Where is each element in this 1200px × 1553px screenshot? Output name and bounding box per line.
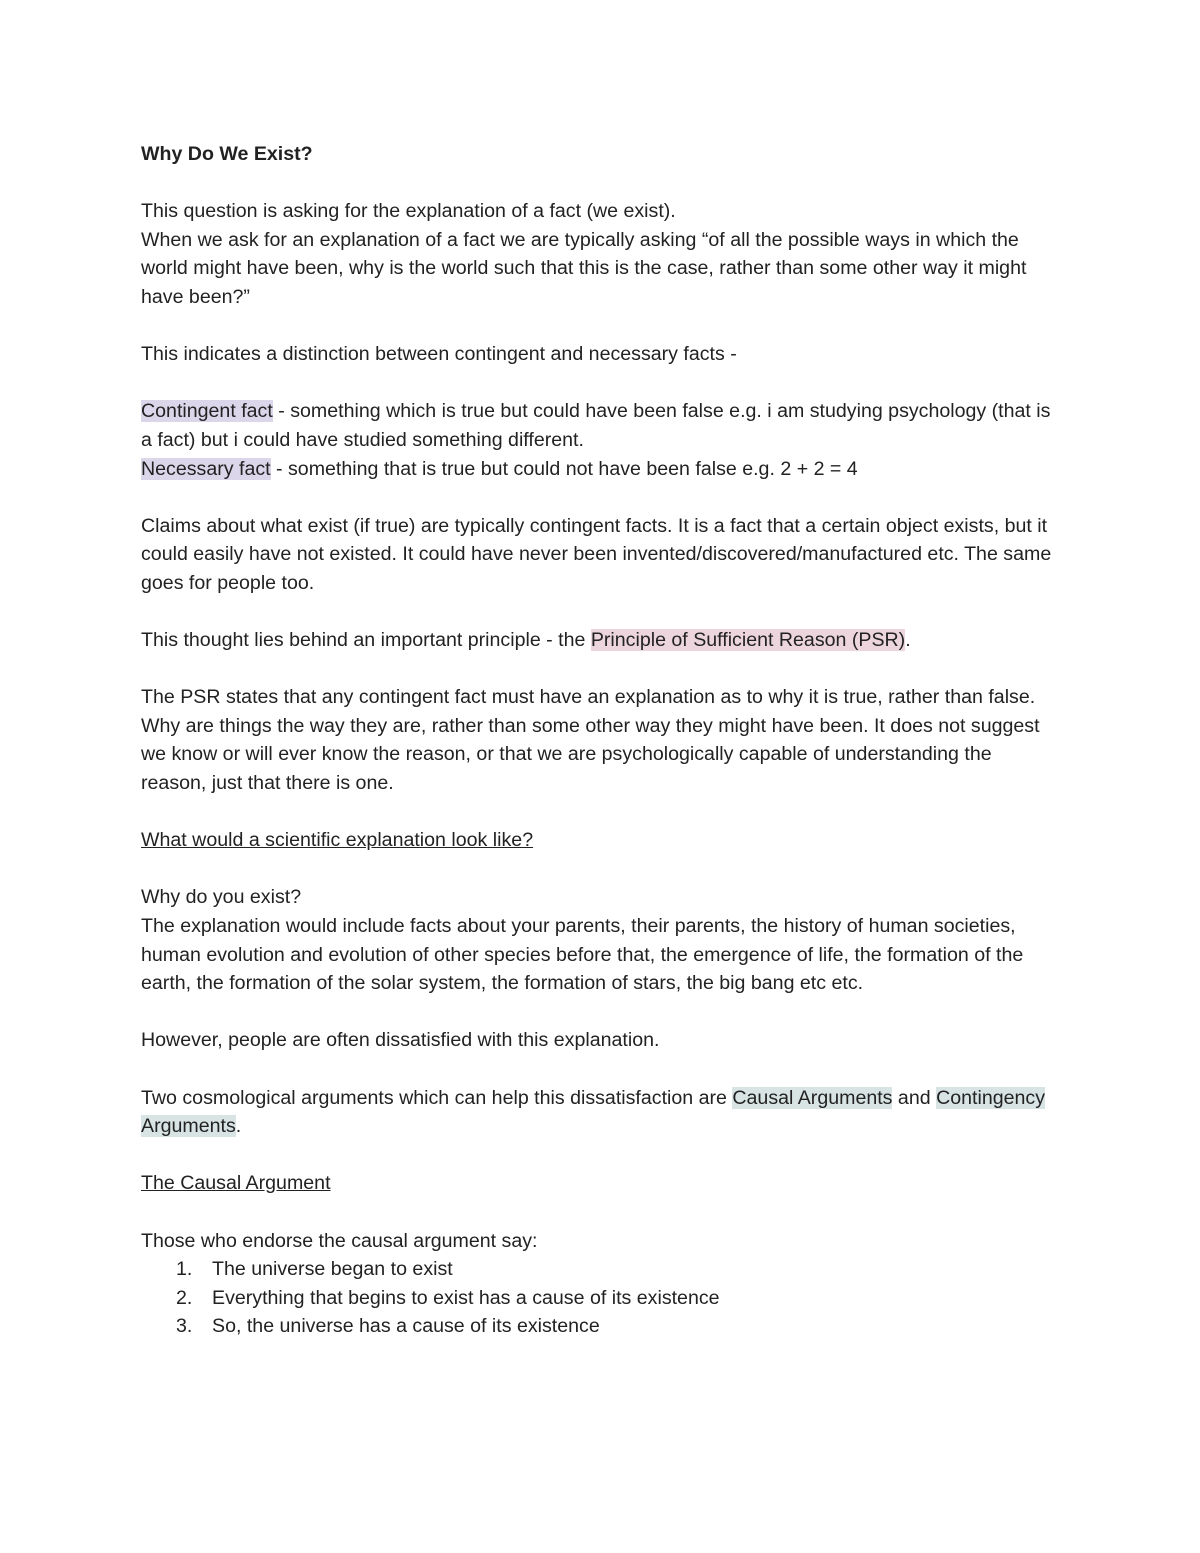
contingent-definition [141, 397, 1061, 454]
intro-line-1: This question is asking for the explanation of a fact (we exist). [141, 200, 676, 223]
causal-argument-heading: The Causal Argument [141, 1172, 331, 1195]
distinction-paragraph: This indicates a distinction between contingent and necessary facts - [141, 343, 737, 366]
principle-before: This thought lies behind an important principle - the [141, 629, 591, 652]
arguments-before: Two cosmological arguments which can help this dissatisfaction are [141, 1086, 733, 1109]
list-item-number: 3. [176, 1315, 193, 1338]
scientific-question: Why do you exist? [141, 886, 302, 909]
intro-line-2: When we ask for an explanation of a fact we are typically asking “of all the possible ways in which the world might have been, why is the world such that this is the case, rather than some other way it might have been?” [141, 228, 1027, 308]
causal-argument-intro: Those who endorse the causal argument say: [141, 1229, 538, 1252]
necessary-term-highlight: Necessary fact [141, 457, 271, 480]
contingent-text: - something which is true but could have been false e.g. i am studying psychology (that is a fact) but i could have studied something different. [141, 400, 1051, 451]
scientific-answer: The explanation would include facts about your parents, their parents, the history of human societies, human evolution and evolution of other species before that, the emergence of life, the formation of the earth, the formation of the solar system, the formation of stars, the big bang etc etc. [141, 915, 1024, 995]
necessary-text: - something that is true but could not have been false e.g. 2 + 2 = 4 [270, 457, 858, 480]
scientific-heading: What would a scientific explanation look like? [141, 829, 534, 852]
principle-paragraph [141, 626, 1061, 655]
claims-paragraph: Claims about what exist (if true) are typically contingent facts. It is a fact that a certain object exists, but it could easily have not existed. It could have never been invented/discovered/manufactured etc. The same goes for people too. [141, 514, 1052, 594]
principle-after: . [905, 629, 911, 652]
arguments-after: . [235, 1115, 242, 1138]
psr-term-highlight: Principle of Sufficient Reason (PSR) [590, 629, 906, 652]
list-item-text: So, the universe has a cause of its existence [212, 1315, 600, 1338]
document-title: Why Do We Exist? [141, 143, 313, 165]
list-item [141, 1284, 1061, 1313]
arguments-paragraph [141, 1084, 1061, 1141]
list-item-number: 1. [176, 1258, 193, 1281]
contingency-arguments-highlight: Contingency Arguments [141, 1086, 1046, 1138]
psr-definition-paragraph: The PSR states that any contingent fact must have an explanation as to why it is true, rather than false. Why are things the way they are, rather than some other way they might have been. It does not suggest we know or will ever know the reason, or that we are psychologically capable of understanding the reason, just that there is one. [141, 686, 1040, 795]
list-item [141, 1255, 1061, 1284]
causal-argument-steps [141, 1255, 1061, 1341]
list-item-text: Everything that begins to exist has a cause of its existence [212, 1286, 720, 1309]
list-item-number: 2. [176, 1286, 193, 1309]
arguments-middle: and [892, 1086, 937, 1109]
list-item [141, 1312, 1061, 1341]
causal-arguments-highlight: Causal Arguments [732, 1086, 893, 1109]
dissatisfied-paragraph: However, people are often dissatisfied with this explanation. [141, 1029, 660, 1052]
necessary-definition [141, 455, 1061, 484]
contingent-term-highlight: Contingent fact [141, 400, 273, 423]
list-item-text: The universe began to exist [212, 1258, 453, 1281]
document-page [141, 140, 1061, 1341]
